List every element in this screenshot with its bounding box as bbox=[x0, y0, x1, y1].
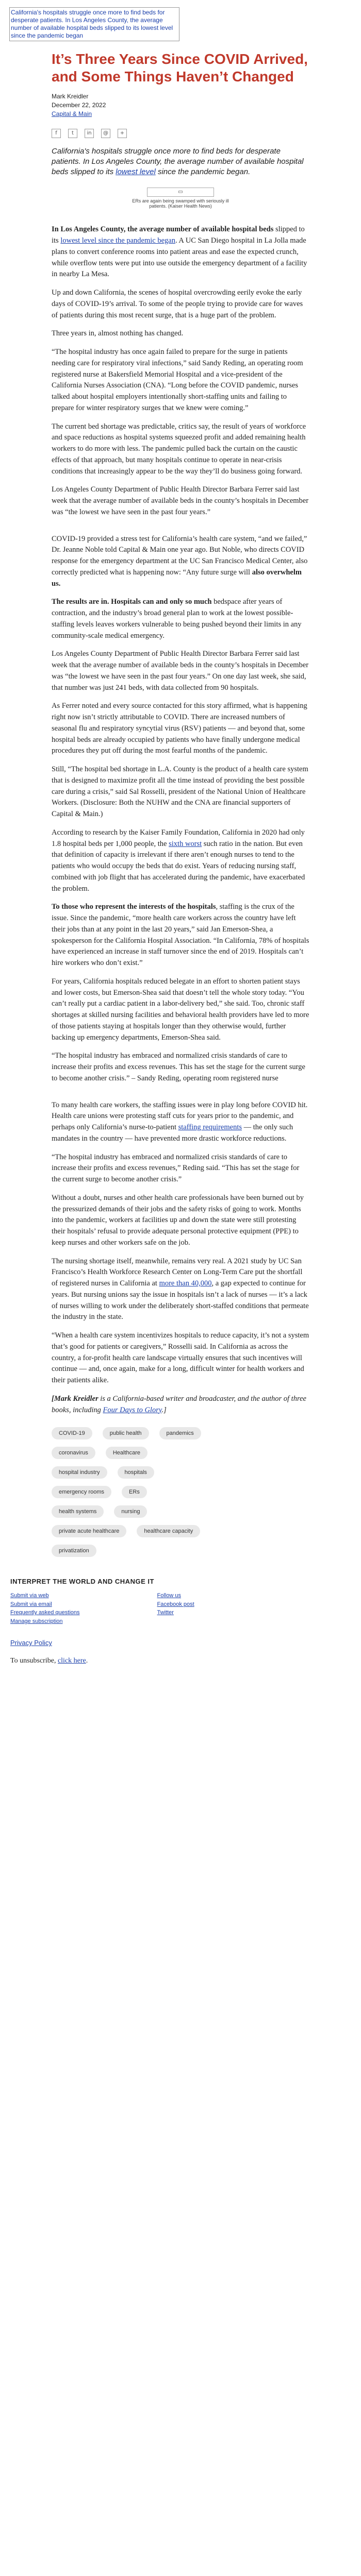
share-bar bbox=[52, 129, 309, 138]
tag[interactable]: private acute healthcare bbox=[52, 1525, 126, 1537]
inline-link[interactable]: sixth worst bbox=[169, 839, 202, 848]
book-link[interactable]: Four Days to Glory bbox=[103, 1405, 162, 1414]
header-image-alt: California's hospitals struggle once more to find beds for desperate patients. In Los Angeles County, the average number of available hospital beds slipped to its lowest level since the pandemic began bbox=[11, 9, 173, 39]
inline-link[interactable]: lowest level since the pandemic began bbox=[60, 236, 175, 245]
article-content bbox=[52, 50, 309, 1557]
author-bio: [Mark Kreidler is a California-based writer and broadcaster, and the author of three books, including Four Days to Glory.] bbox=[52, 1394, 306, 1414]
bold-lead: To those who represent the interests of the hospitals bbox=[52, 903, 216, 911]
publication-link[interactable]: Capital & Main bbox=[52, 110, 92, 117]
footer-link[interactable]: Twitter bbox=[157, 1609, 174, 1616]
tag[interactable]: ERs bbox=[122, 1486, 147, 1498]
tag[interactable]: hospital industry bbox=[52, 1466, 107, 1479]
paragraph: Up and down California, the scenes of hospital overcrowding eerily evoke the early days of COVID-19’s arrival. To some of the people trying to provide care for waves of patients during this most recent surge, that is a huge part of the problem. bbox=[52, 289, 303, 319]
tag[interactable]: health systems bbox=[52, 1505, 104, 1518]
bold-end: also overwhelm us. bbox=[52, 568, 302, 588]
paragraph: “The hospital industry has embraced and normalized crisis standards of care to increase their profits and excess revenues,” Reding said. “This has set the stage for the current surge to become another crisis.” bbox=[52, 1153, 300, 1184]
share-icon[interactable]: + bbox=[118, 129, 127, 138]
photo-image: ▭ bbox=[147, 188, 214, 197]
tag[interactable]: pandemics bbox=[159, 1427, 201, 1439]
byline bbox=[52, 92, 309, 118]
footer-title: INTERPRET THE WORLD AND CHANGE IT bbox=[10, 1578, 154, 1586]
tag[interactable]: hospitals bbox=[118, 1466, 154, 1479]
paragraph: To many health care workers, the staffing issues were in play long before COVID hit. Health care unions were protesting staff cuts for years prior to the pandemic, and perhaps only California’s nurse-to-patient staffing requirements — the only such mandates in the country — have prevented more drastic workforce reductions. bbox=[52, 1100, 308, 1143]
paragraph: Three years in, almost nothing has changed. bbox=[52, 329, 184, 338]
article-title: It’s Three Years Since COVID Arrived, and Some Things Haven’t Changed bbox=[52, 51, 308, 84]
bold-lead: In Los Angeles County, the average number of available hospital beds bbox=[52, 225, 274, 234]
paragraph: COVID-19 provided a stress test for California’s health care system, “and we failed,” Dr. Jeanne Noble told Capital & Main one year ago. But Noble, who directs COVID response for the emergency department at the UC San Francisco Medical Center, also correctly predicted what is happening now: “Any future surge will also overwhelm us. bbox=[52, 534, 308, 588]
tag[interactable]: Healthcare bbox=[106, 1447, 147, 1459]
paragraph: The results are in. Hospitals can and only so much bedspace after years of contraction, and the industry’s broad general plan to work at the lowest possible-staffing levels leaves workers vulnerable to being pushed beyond their limits in any community-scale medical emergency. bbox=[52, 598, 302, 640]
tag[interactable]: public health bbox=[103, 1427, 149, 1439]
footer-link[interactable]: Submit via email bbox=[10, 1601, 52, 1607]
share-icon[interactable]: f bbox=[52, 129, 61, 138]
inline-link[interactable]: more than 40,000 bbox=[159, 1279, 212, 1288]
article-body bbox=[52, 224, 309, 1386]
photo bbox=[132, 188, 229, 209]
tag-list bbox=[52, 1427, 206, 1557]
paragraph: As Ferrer noted and every source contacted for this story affirmed, what is happening right now isn’t strictly attributable to COVID. There are increased numbers of seasonal flu and respiratory syncytial virus (RSV) patients — and beyond that, some hospital beds are already occupied by patients who have finally undergone medical procedures they put off during the most fearful months of the pandemic. bbox=[52, 702, 307, 755]
date: December 22, 2022 bbox=[52, 101, 106, 109]
header-image[interactable] bbox=[9, 7, 179, 41]
deck-link[interactable]: lowest level bbox=[116, 167, 156, 177]
footer-link[interactable]: Facebook post bbox=[157, 1601, 194, 1607]
paragraph: “The hospital industry has embraced and normalized crisis standards of care to increase their profits and excess revenues. This has set the stage for the current surge to become another crisis.” – Sandy Reding, operating room registered nurse bbox=[52, 1052, 305, 1082]
paragraph: According to research by the Kaiser Family Foundation, California in 2020 had only 1.8 hospital beds per 1,000 people, the sixth worst such ratio in the nation. But even that definition of capacity is irrelevant if there aren’t enough nurses to tend to the patients who would occupy the beds that do exist. Years of reducing nursing staff, combined with job flight that has accelerated during the pandemic, have exacerbated the problem. bbox=[52, 828, 305, 893]
footer-link[interactable]: Follow us bbox=[157, 1592, 181, 1599]
paragraph: Without a doubt, nurses and other health care professionals have been burned out by the pressurized demands of their jobs and the safety risks of going to work. Months into the pandemic, workers at facilities up and down the state were still protesting their hospitals’ refusal to provide adequate personal protective equipment (PPE) to keep nurses and other workers safe on the job. bbox=[52, 1193, 304, 1247]
paragraph: “When a health care system incentivizes hospitals to reduce capacity, it’s not a system that’s good for patients or caregivers,” Rosselli said. In California as across the country, a for-profit health care landscape virtually ensures that such incentives will continue — and, once again, make for a long, difficult winter for health workers and their patients alike. bbox=[52, 1331, 309, 1385]
bold-lead: The results are in. Hospitals can and only so much bbox=[52, 598, 212, 606]
spacer bbox=[52, 526, 309, 534]
footer-link[interactable]: Submit via web bbox=[10, 1592, 49, 1599]
tag[interactable]: emergency rooms bbox=[52, 1486, 111, 1498]
paragraph: Still, “The hospital bed shortage in L.A. County is the product of a health care system that is designed to maximize profit all the time instead of providing the best possible care during a crisis,” said Sal Rosselli, president of the National Union of Healthcare Workers. (Disclosure: Both the NUHW and the CNA are financial supporters of Capital & Main.) bbox=[52, 765, 308, 819]
privacy bbox=[10, 1639, 361, 1647]
paragraph: Los Angeles County Department of Public Health Director Barbara Ferrer said last week that the average number of available beds in the county’s hospitals in December was “the lowest we have seen in the past four years.” bbox=[52, 485, 309, 516]
footer-col-2 bbox=[157, 1591, 194, 1625]
paragraph: Los Angeles County Department of Public Health Director Barbara Ferrer said last week that the average number of available beds in the county’s hospitals in December was “the lowest we have seen in the past four years.” On one day last week, she said, that number was just 241 beds, with data collected from 90 hospitals. bbox=[52, 650, 309, 692]
tag[interactable]: coronavirus bbox=[52, 1447, 95, 1459]
footer-link[interactable]: Manage subscription bbox=[10, 1618, 63, 1624]
author: Mark Kreidler bbox=[52, 93, 89, 100]
paragraph: “The hospital industry has once again failed to prepare for the surge in patients needing care for respiratory viral infections,” said Sandy Reding, an operating room registered nurse at Bakersfield Memorial Hospital and a vice-president of the California Nurses Association (CNA). “Long before the COVID pandemic, nurses talked about hospital employers intentionally short-staffing units and failing to prepare for winter respiratory surges that we knew were coming.” bbox=[52, 348, 303, 412]
share-icon[interactable]: in bbox=[85, 129, 94, 138]
article-page bbox=[0, 7, 361, 1686]
tag[interactable]: nursing bbox=[114, 1505, 147, 1518]
tag[interactable]: healthcare capacity bbox=[137, 1525, 200, 1537]
share-icon[interactable]: @ bbox=[101, 129, 110, 138]
tag[interactable]: COVID-19 bbox=[52, 1427, 92, 1439]
footer-link[interactable]: Frequently asked questions bbox=[10, 1609, 80, 1616]
footer-col-1 bbox=[10, 1591, 80, 1625]
privacy-link[interactable]: Privacy Policy bbox=[10, 1639, 52, 1647]
spacer bbox=[52, 1092, 309, 1100]
photo-caption: ERs are again being swamped with seriously ill patients. (Kaiser Health News) bbox=[132, 198, 229, 209]
unsubscribe: To unsubscribe, click here. bbox=[10, 1657, 88, 1665]
tag[interactable]: privatization bbox=[52, 1545, 96, 1557]
paragraph: To those who represent the interests of the hospitals, staffing is the crux of the issue. Since the pandemic, “more health care workers across the country have left their jobs than at any point in the last 20 years,” said Jan Emerson-Shea, a spokesperson for the California Hospital Association. “In California, 78% of hospitals have experienced an increase in staff turnover since the end of 2019. Hospitals can’t hire workers who don’t exist.” bbox=[52, 903, 309, 968]
unsubscribe-link[interactable]: click here bbox=[57, 1657, 86, 1665]
share-icon[interactable]: t bbox=[68, 129, 77, 138]
inline-link[interactable]: staffing requirements bbox=[178, 1123, 242, 1132]
article-deck: California's hospitals struggle once more to find beds for desperate patients. In Los Angeles County, the average number of available hospital beds slipped to its lowest level since the pandemic began. bbox=[52, 146, 304, 177]
paragraph: The current bed shortage was predictable, critics say, the result of years of workforce and space reductions as hospital systems squeezed profit and added remaining health workers to do more with less. The pandemic pulled back the curtain on the caustic effects of that approach, but many hospitals continue to operate in near-crisis conditions that increasingly appear to be the way they’ll do business going forward. bbox=[52, 422, 306, 476]
footer bbox=[10, 1578, 361, 1625]
paragraph: The nursing shortage itself, meanwhile, remains very real. A 2021 study by UC San Francisco’s Health Workforce Research Center on Long-Term Care put the shortfall of registered nurses in California at more than 40,000, a gap expected to continue for years. But nursing unions say the issue in hospitals isn’t a lack of nurses — it’s a lack of nurses willing to work under the deliberately short-staffed conditions that permeate the industry in the state. bbox=[52, 1257, 309, 1321]
paragraph: For years, California hospitals reduced belegate in an effort to shorten patient stays and lower costs, but Emerson-Shea said that doesn’t tell the whole story today. “You can’t really put a cardiac patient in a labor-delivery bed,” she said. Too, chronic staff shortages at skilled nursing facilities and behavioral health providers have led to more of those patients staying at hospitals longer than they otherwise would, further backing up emergency departments, Emerson-Shea said. bbox=[52, 977, 309, 1042]
paragraph: In Los Angeles County, the average number of available hospital beds slipped to its lowest level since the pandemic began. A UC San Diego hospital in La Jolla made plans to convert conference rooms into patient areas and ease the expected crunch, while overflow tents were put into use outside the emergency department of a facility in nearby La Mesa. bbox=[52, 225, 307, 279]
